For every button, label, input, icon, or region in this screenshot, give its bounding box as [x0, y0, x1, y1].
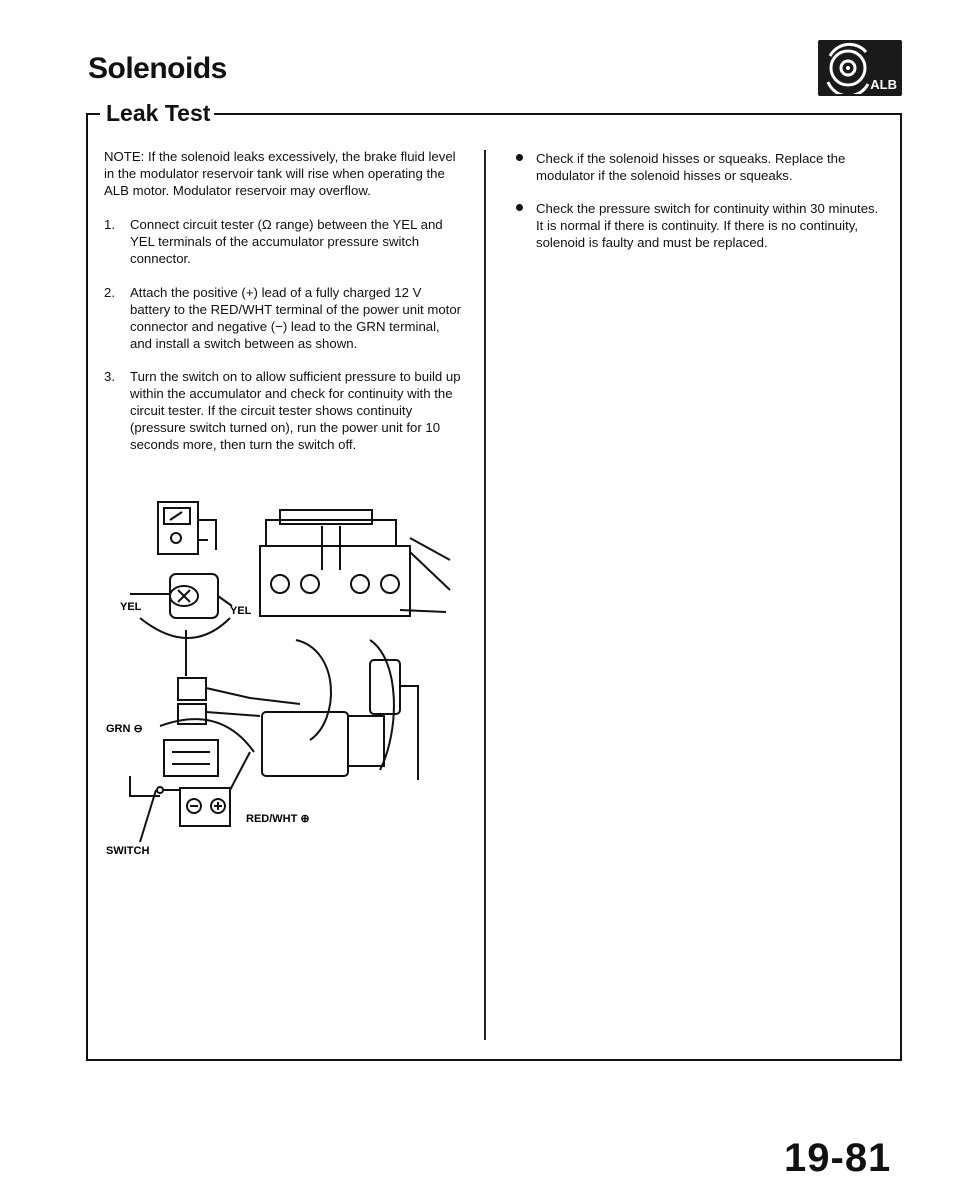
frame-line — [900, 113, 902, 1061]
label-switch: SWITCH — [106, 845, 150, 857]
step-number: 3. — [104, 369, 115, 384]
label-redwht: RED/WHT ⊕ — [246, 813, 310, 825]
step-text: Attach the positive (+) lead of a fully charged 12 V battery to the RED/WHT terminal of the power unit motor connector and negative (−) lead to the GRN terminal, and install a switch between as shown. — [130, 285, 462, 351]
leak-test-diagram — [100, 490, 480, 870]
section-title: Leak Test — [106, 100, 211, 126]
step-number: 2. — [104, 285, 115, 300]
note-paragraph: NOTE: If the solenoid leaks excessively, the brake fluid level in the modulator reservoir tank will rise when operating the ALB motor. Modulator reservoir may overflow. — [104, 149, 456, 198]
alb-badge — [818, 40, 902, 96]
frame-line — [86, 1059, 902, 1061]
frame-line — [86, 113, 88, 1061]
bullet-dot — [516, 154, 523, 161]
alb-badge-label: ALB — [870, 77, 897, 92]
label-grn: GRN ⊖ — [106, 723, 143, 735]
step-number: 1. — [104, 217, 115, 232]
page-title: Solenoids — [88, 52, 227, 85]
frame-line — [86, 113, 100, 115]
bullet-text: Check if the solenoid hisses or squeaks. Replace the modulator if the solenoid hisses or squeaks. — [536, 151, 846, 183]
step-text: Turn the switch on to allow sufficient pressure to build up within the accumulator and check for continuity with the circuit tester. If the circuit tester shows continuity (pressure switch turned on), run the power unit for 10 seconds more, then turn the switch off. — [130, 369, 461, 452]
wiring-illustration — [100, 490, 480, 870]
label-yel-right: YEL — [230, 605, 252, 617]
label-yel-left: YEL — [120, 601, 142, 613]
bullet-dot — [516, 204, 523, 211]
step-text: Connect circuit tester (Ω range) between the YEL and YEL terminals of the accumulator pressure switch connector. — [130, 217, 443, 266]
column-divider — [484, 150, 486, 1040]
frame-line — [214, 113, 902, 115]
page-number: 19-81 — [784, 1136, 892, 1180]
bullet-text: Check the pressure switch for continuity within 30 minutes. It is normal if there is continuity. If there is no continuity, solenoid is faulty and must be replaced. — [536, 201, 879, 250]
